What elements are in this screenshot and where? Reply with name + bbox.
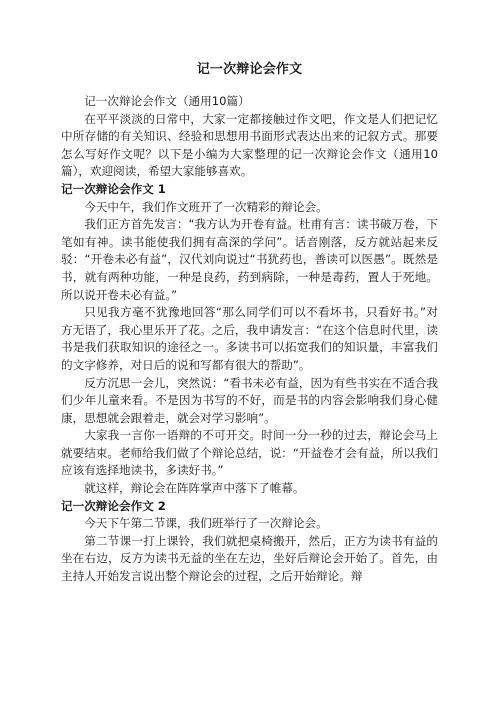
- section-heading-2: 记一次辩论会作文 2: [61, 498, 166, 513]
- section-heading-1: 记一次辩论会作文 1: [61, 181, 166, 196]
- section-1-paragraph: 今天中午，我们作文班开了一次精彩的辩论会。: [84, 199, 328, 214]
- section-2-paragraph: 今天下午第二节课，我们班举行了一次辩论会。: [84, 516, 328, 531]
- section-1-paragraph: 只见我方毫不犹豫地回答“那么同学们可以不看坏书，只看好书。”对方无语了，我心里乐开了花。之后，我申请发言：“在这个信息时代里，读书是我们获取知识的途径之一。多读书可以拓宽我们的知识量，丰富我们的文字修养，对日后的说和写都有很大的帮助”。: [61, 305, 439, 372]
- section-1-paragraph: 就这样，辩论会在阵阵掌声中落下了帷幕。: [84, 481, 305, 496]
- section-1-paragraph: 大家我一言你一语辩的不可开交。时间一分一秒的过去，辩论会马上就要结束。老师给我们做了个辩论总结，说：“开益卷才会有益，所以我们应该有选择地读书，多读好书。”: [61, 428, 439, 478]
- intro-paragraph: 在平平淡淡的日常中，大家一定都接触过作文吧，作文是人们把记忆中所存储的有关知识、经验和思想用书面形式表达出来的记叙方式。那要怎么写好作文呢？以下是小编为大家整理的记一次辩论会作文（通用10篇），欢迎阅读，希望大家能够喜欢。: [61, 111, 438, 179]
- section-1-paragraph: 我们正方首先发言：“我方认为开卷有益。杜甫有言：读书破万卷，下笔如有神。读书能使我们拥有高深的学问”。话音刚落，反方就站起来反驳：“开卷未必有益”，汉代刘向说过“书犹药也，善读可以医愚”。既然是书，就有两种功能，一种是良药，药到病除，一种是毒药，置人于死地。所以说开卷未必有益。”: [61, 217, 439, 302]
- intro-subtitle: 记一次辩论会作文（通用10篇）: [84, 94, 250, 108]
- section-2-paragraph: 第二节课一打上课铃，我们就把桌椅搬开，然后，正方为读书有益的坐在右边，反方为读书无益的坐在左边，坐好后辩论会开始了。首先，由主持人开始发言说出整个辩论会的过程，之后开始辩论。辩: [61, 533, 438, 584]
- document-title: 记一次辩论会作文: [196, 62, 303, 77]
- section-1-paragraph: 反方沉思一会儿，突然说：“看书未必有益，因为有些书实在不适合我们少年儿童来看。不是因为书写的不好，而是书的内容会影响我们身心健康，思想就会跟着走，就会对学习影响”。: [61, 375, 439, 425]
